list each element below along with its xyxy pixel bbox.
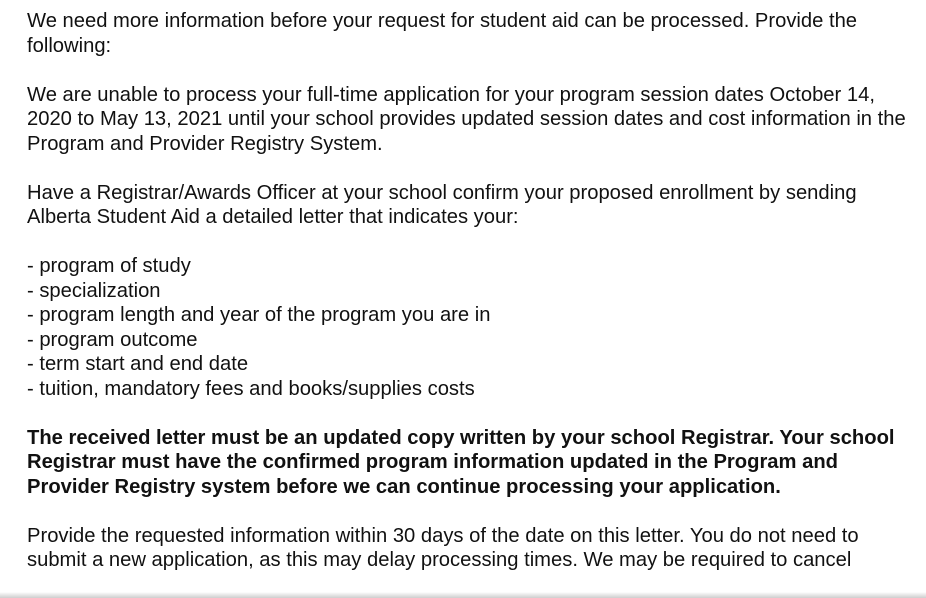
intro-paragraph: We need more information before your request for student aid can be processed. Provide the following: <box>27 10 858 57</box>
list-item: - tuition, mandatory fees and books/supplies costs <box>27 377 475 400</box>
closing-paragraph: Provide the requested information within 30 days of the date on this letter. You do not need to submit a new application, as this may delay processing times. We may be required to cancel <box>27 524 859 571</box>
registrar-instruction-paragraph: Have a Registrar/Awards Officer at your school confirm your proposed enrollment by sending Alberta Student Aid a detailed letter that indicates your: <box>27 181 857 228</box>
list-item: - program outcome <box>27 328 198 351</box>
session-dates-paragraph: We are unable to process your full-time application for your program session dates October 14, 2020 to May 13, 2021 until your school provides updated session dates and cost information in the Program and Provider Registry System. <box>27 83 906 155</box>
list-item: - specialization <box>27 279 161 302</box>
list-item: - program length and year of the program you are in <box>27 304 491 326</box>
bold-notice-paragraph: The received letter must be an updated copy written by your school Registrar. Your school Registrar must have the confirmed program information updated in the Program and Provider Registry system before we can continue processing your application. <box>27 426 895 498</box>
list-item: - term start and end date <box>27 353 249 375</box>
requirements-list <box>27 254 907 401</box>
bottom-edge-shadow <box>0 592 926 598</box>
list-item: - program of study <box>27 255 191 277</box>
document-body <box>27 9 907 597</box>
